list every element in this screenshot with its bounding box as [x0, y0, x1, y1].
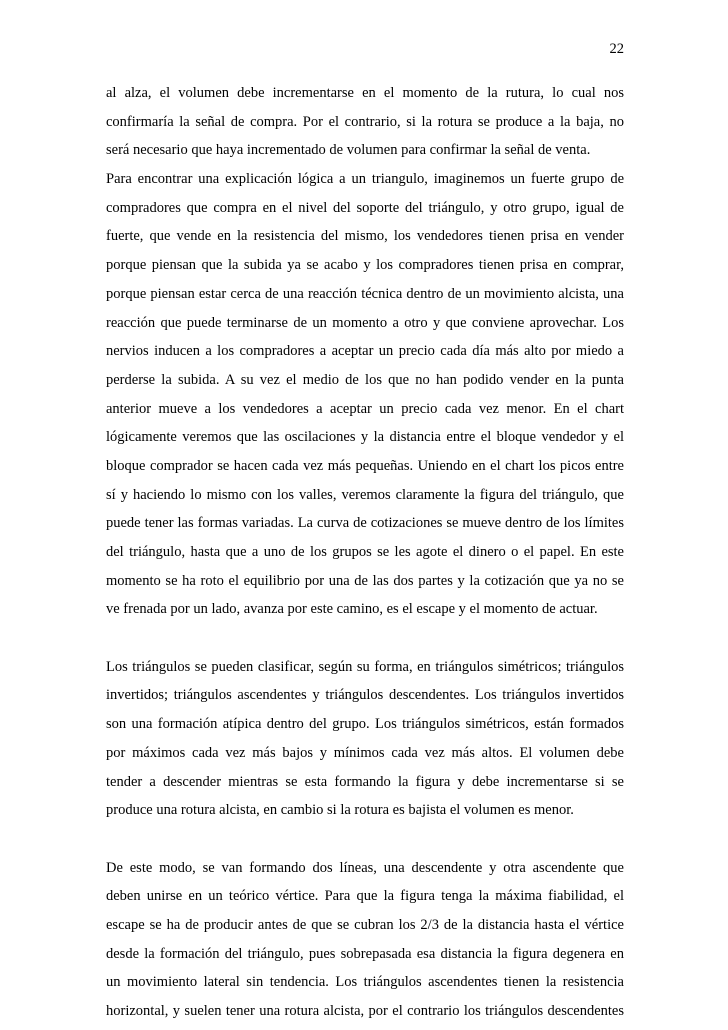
paragraph	[106, 79, 624, 165]
text-line: Los triángulos se pueden clasificar, según su forma, en triángulos simétricos; triángulos	[106, 658, 624, 675]
text-line: invertidos; triángulos ascendentes y triángulos descendentes. Los triángulos invertidos	[106, 687, 624, 704]
text-line: porque piensan que la subida ya se acabo y los compradores tienen prisa en comprar,	[106, 257, 624, 274]
text-line: porque piensan estar cerca de una reacción técnica dentro de un movimiento alcista, una	[106, 285, 624, 302]
text-line: ve frenada por un lado, avanza por este camino, es el escape y el momento de actuar.	[106, 601, 598, 618]
text-line: momento se ha roto el equilibrio por una de las dos partes y la cotización que ya no se	[106, 572, 624, 589]
text-line: horizontal, y suelen tener una rotura alcista, por el contrario los triángulos descendentes	[106, 1003, 624, 1019]
text-line: al alza, el volumen debe incrementarse en el momento de la rutura, lo cual nos	[106, 85, 624, 101]
text-line: reacción que puede terminarse de un momento a otro y que conviene aprovechar. Los	[106, 314, 624, 331]
text-line: lógicamente veremos que las oscilaciones y la distancia entre el bloque vendedor y el	[106, 429, 624, 446]
text-line: deben unirse en un teórico vértice. Para que la figura tenga la máxima fiabilidad, el	[106, 888, 624, 905]
document-body	[106, 79, 624, 1026]
text-line: será necesario que haya incrementado de volumen para confirmar la señal de venta.	[106, 142, 591, 159]
text-line: perderse la subida. A su vez el medio de los que no han podido vender en la punta	[106, 371, 624, 388]
text-line: anterior mueve a los vendedores a aceptar un precio cada vez menor. En el chart	[106, 400, 624, 417]
text-line: Para encontrar una explicación lógica a un triangulo, imaginemos un fuerte grupo de	[106, 171, 624, 188]
text-line: bloque comprador se hacen cada vez más pequeñas. Uniendo en el chart los picos entre	[106, 457, 624, 474]
text-line: nervios inducen a los compradores a aceptar un precio cada día más alto por miedo a	[106, 343, 624, 360]
text-line: puede tener las formas variadas. La curva de cotizaciones se mueve dentro de los límites	[106, 515, 624, 532]
paragraph-spacer	[106, 624, 624, 653]
text-line: escape se ha de producir antes de que se cubran los 2/3 de la distancia hasta el vértice	[106, 916, 624, 933]
page-number: 22	[609, 41, 624, 57]
text-line: sí y haciendo lo mismo con los valles, veremos claramente la figura del triángulo, que	[106, 486, 624, 503]
text-line: confirmaría la señal de compra. Por el contrario, si la rotura se produce a la baja, no	[106, 113, 624, 130]
paragraph-spacer	[106, 825, 624, 854]
text-line: fuerte, que vende en la resistencia del mismo, los vendedores tienen prisa en vender	[106, 228, 624, 245]
paragraph	[106, 854, 624, 1026]
text-line: compradores que compra en el nivel del soporte del triángulo, y otro grupo, igual de	[106, 199, 624, 216]
text-line: De este modo, se van formando dos líneas, una descendente y otra ascendente que	[106, 859, 624, 876]
paragraph	[106, 165, 624, 624]
text-line: del triángulo, hasta que a uno de los grupos se les agote el dinero o el papel. En este	[106, 544, 624, 560]
text-line: desde la formación del triángulo, pues sobrepasada esa distancia la figura degenera en	[106, 945, 624, 962]
paragraph	[106, 653, 624, 825]
text-line: tender a descender mientras se esta formando la figura y debe incrementarse si se	[106, 773, 624, 790]
text-line: un movimiento lateral sin tendencia. Los triángulos ascendentes tienen la resistencia	[106, 974, 624, 991]
text-line: produce una rotura alcista, en cambio si la rotura es bajista el volumen es menor.	[106, 802, 574, 819]
text-line: son una formación atípica dentro del grupo. Los triángulos simétricos, están formados	[106, 716, 624, 733]
text-line: por máximos cada vez más bajos y mínimos cada vez más altos. El volumen debe	[106, 744, 624, 761]
